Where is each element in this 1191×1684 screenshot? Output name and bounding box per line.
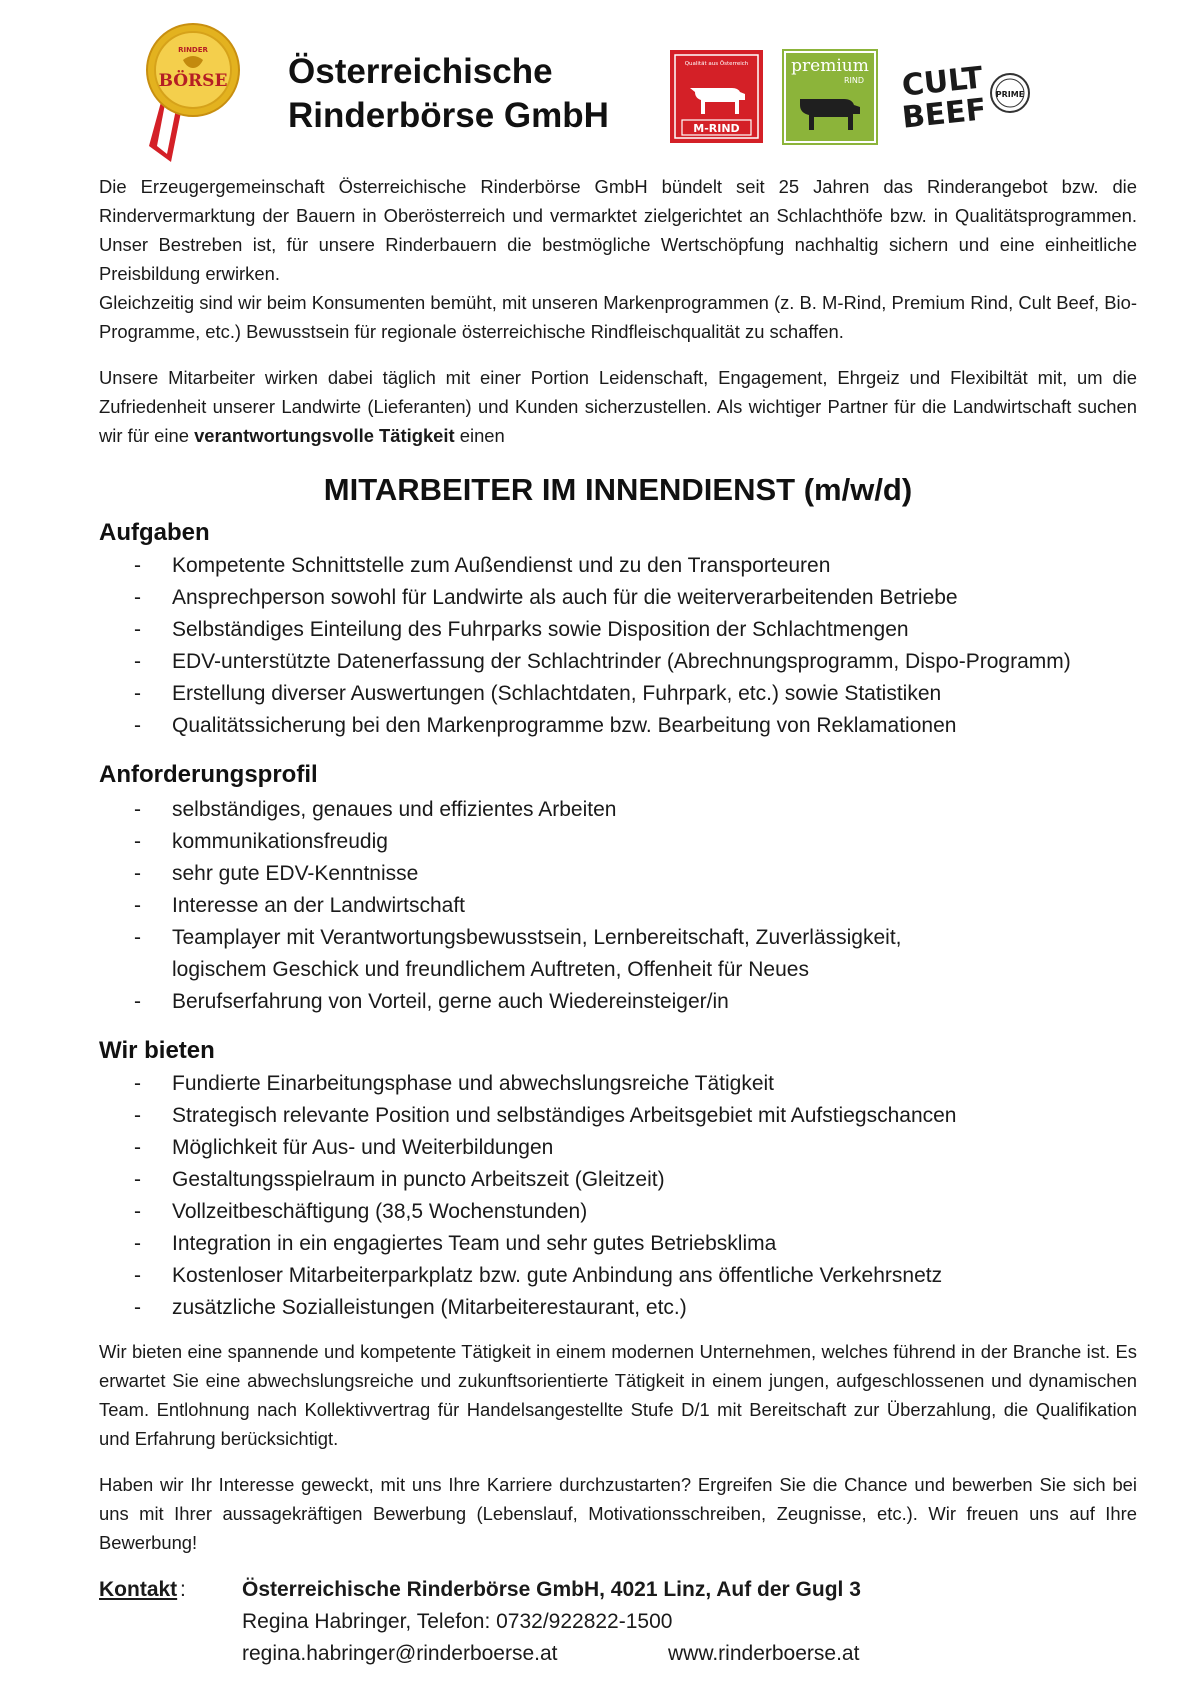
intro-text-1: Die Erzeugergemeinschaft Österreichische Rinderbörse GmbH bündelt seit 25 Jahren das Rinderangebot bzw. die Rindervermarktung der Bauern in Oberösterreich und vermarktet zielgerichtet an Schlachthöfe bzw. in Qualitätsprogrammen. Unser Bestreben ist, für unsere Rinderbauern die bestmögliche Wertschöpfung nachhaltig sichern und eine einheitliche Preisbildung erwirken. (99, 176, 1137, 284)
premium-rind-logo (782, 49, 878, 145)
list-item: - Ansprechperson sowohl für Landwirte als auch für die weiterverarbeitenden Betriebe (134, 586, 958, 609)
team-text-start: Unsere Mitarbeiter wirken dabei täglich mit einer Portion Leidenschaft, Engagement, Ehrgeiz und Flexibiltät mit, um die Zufriedenheit unserer Landwirte (Lieferanten) und Kunden sicherzustellen. Als wichtiger Partner für die Landwirtschaft suchen wir für eine (99, 367, 1137, 446)
list-item: - Kompetente Schnittstelle zum Außendienst und zu den Transporteuren (134, 554, 831, 577)
svg-text:BEEF: BEEF (900, 92, 989, 131)
list-item: - Berufserfahrung von Vorteil, gerne auch Wiedereinsteiger/in (134, 990, 729, 1013)
m-rind-logo (670, 50, 763, 143)
svg-text:premium: premium (791, 56, 869, 76)
list-item: - Strategisch relevante Position und selbständiges Arbeitsgebiet mit Aufstiegschancen (134, 1104, 957, 1127)
list-item: - Vollzeitbeschäftigung (38,5 Wochenstunden) (134, 1200, 588, 1223)
svg-text:CULT: CULT (900, 60, 985, 104)
list-item: - kommunikationsfreudig (134, 830, 388, 853)
team-paragraph (99, 363, 1137, 450)
svg-text:RIND: RIND (843, 76, 865, 85)
list-item: - Kostenloser Mitarbeiterparkplatz bzw. gute Anbindung ans öffentliche Verkehrsnetz (134, 1264, 943, 1287)
intro-text-2: Gleichzeitig sind wir beim Konsumenten bemüht, mit unseren Markenprogrammen (z. B. M-Rind, Premium Rind, Cult Beef, Bio-Programme, etc.) Bewusstsein für regionale österreichische Rindfleischqualität zu schaffen. (99, 292, 1137, 342)
aufgaben-heading: Aufgaben (99, 519, 210, 546)
list-item: - sehr gute EDV-Kenntnisse (134, 862, 419, 885)
list-item: - Integration in ein engagiertes Team und sehr gutes Betriebsklima (134, 1232, 777, 1255)
wir-bieten-list (130, 1068, 956, 1324)
contact-address: Österreichische Rinderbörse GmbH, 4021 Linz, Auf der Gugl 3 (242, 1578, 861, 1601)
rinderboerse-logo (143, 22, 243, 164)
svg-text:PRIME: PRIME (995, 90, 1025, 99)
list-item: - Qualitätssicherung bei den Markenprogramme bzw. Bearbeitung von Reklamationen (134, 714, 957, 737)
list-item: - zusätzliche Sozialleistungen (Mitarbeiterestaurant, etc.) (134, 1296, 687, 1319)
list-item: - Möglichkeit für Aus- und Weiterbildungen (134, 1136, 554, 1159)
list-item: - Teamplayer mit Verantwortungsbewusstsein, Lernbereitschaft, Zuverlässigkeit, (134, 926, 902, 949)
company-name-line1: Österreichische (288, 52, 553, 91)
wir-bieten-heading: Wir bieten (99, 1037, 215, 1064)
job-title: MITARBEITER IM INNENDIENST (m/w/d) (323, 472, 913, 507)
team-text-end: einen (454, 425, 505, 446)
apply-paragraph: Haben wir Ihr Interesse geweckt, mit uns Ihre Karriere durchzustarten? Ergreifen Sie die Chance und bewerben Sie sich bei uns mit Ihrer aussagekräftigen Bewerbung (Lebenslauf, Motivationsschreiben, Zeugnisse, etc.). Wir freuen uns auf Ihre Bewerbung! (99, 1474, 1137, 1553)
svg-text:RINDER: RINDER (178, 46, 208, 54)
cult-beef-logo (898, 53, 1038, 131)
contact-email-link[interactable]: regina.habringer@rinderboerse.at (242, 1642, 558, 1665)
list-item: - Erstellung diverser Auswertungen (Schlachtdaten, Fuhrpark, etc.) sowie Statistiken (134, 682, 942, 705)
list-item: - EDV-unterstützte Datenerfassung der Schlachtrinder (Abrechnungsprogramm, Dispo-Programm) (134, 650, 1071, 673)
contact-colon: : (180, 1578, 186, 1601)
list-item: - selbständiges, genaues und effizientes Arbeiten (134, 798, 617, 821)
anforderungsprofil-list (130, 794, 902, 1018)
anforderungsprofil-heading: Anforderungsprofil (99, 761, 318, 788)
list-item: - Gestaltungsspielraum in puncto Arbeitszeit (Gleitzeit) (134, 1168, 665, 1191)
svg-text:M-RIND: M-RIND (693, 122, 740, 135)
svg-text:Qualität aus Österreich: Qualität aus Österreich (684, 61, 749, 67)
list-item: - Fundierte Einarbeitungsphase und abwechslungsreiche Tätigkeit (134, 1072, 774, 1095)
contact-person-phone: Regina Habringer, Telefon: 0732/922822-1500 (242, 1610, 673, 1633)
company-name-line2: Rinderbörse GmbH (288, 96, 609, 135)
list-item-continuation: logischem Geschick und freundlichem Auftreten, Offenheit für Neues (172, 958, 809, 981)
offer-paragraph: Wir bieten eine spannende und kompetente Tätigkeit in einem modernen Unternehmen, welches führend in der Branche ist. Es erwartet Sie eine abwechslungsreiche und zukunftsorientierte Tätigkeit in einem jungen, aufgeschlossenen und dynamischen Team. Entlohnung nach Kollektivvertrag für Handelsangestellte Stufe D/1 mit Bereitschaft zur Überzahlung, die Qualifikation und Erfahrung berücksichtigt. (99, 1341, 1137, 1449)
list-item: - Selbständiges Einteilung des Fuhrparks sowie Disposition der Schlachtmengen (134, 618, 909, 641)
svg-text:BÖRSE: BÖRSE (158, 71, 228, 91)
team-text-bold: verantwortungsvolle Tätigkeit (194, 425, 455, 446)
list-item: - Interesse an der Landwirtschaft (134, 894, 465, 917)
intro-paragraph (99, 172, 1137, 346)
aufgaben-list (130, 550, 1071, 742)
company-name (288, 50, 609, 138)
contact-label: Kontakt (99, 1578, 178, 1601)
website-link[interactable]: www.rinderboerse.at (668, 1642, 860, 1665)
